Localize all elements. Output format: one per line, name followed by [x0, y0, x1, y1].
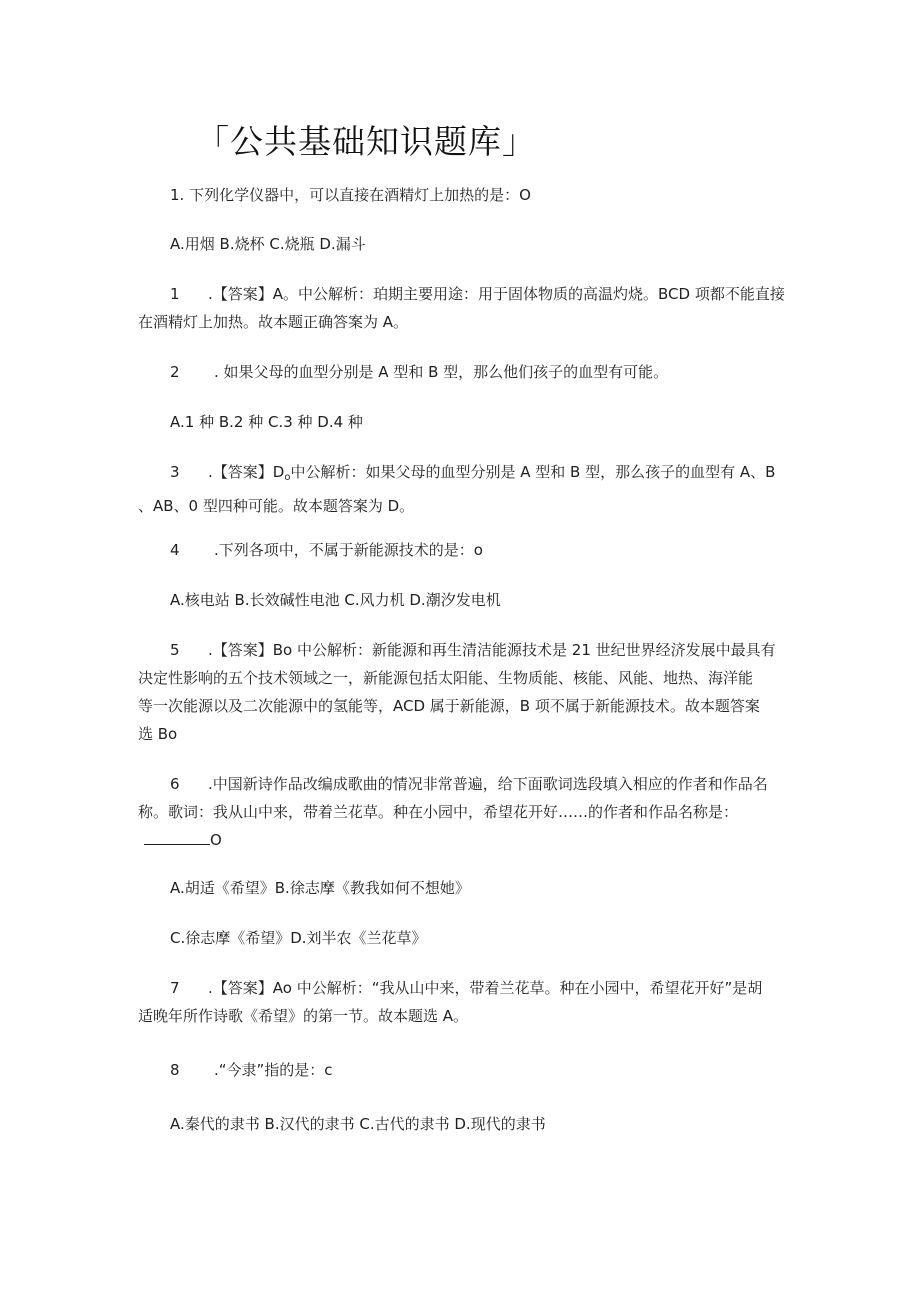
- answer-text: .【答案】Bo 中公解析：新能源和再生清洁能源技术是 21 世纪世界经济发展中最具有: [208, 641, 776, 659]
- answer-text: .【答案】Ao 中公解析：“我从山中来，带着兰花草。种在小园中，希望花开好”是胡: [208, 979, 763, 997]
- item-number: 8: [170, 1061, 180, 1079]
- question-text: 称。歌词：我从山中来，带着兰花草。种在小园中，希望花开好……的作者和作品名称是：: [138, 803, 739, 821]
- options-1: [138, 230, 788, 258]
- answer-text: 在酒精灯上加热。故本题正确答案为 A。: [138, 313, 409, 331]
- answer-3: [138, 458, 788, 520]
- question-text: .下列各项中，不属于新能源技术的是：o: [214, 541, 483, 559]
- item-number: 7: [170, 979, 180, 997]
- answer-text: .【答案】A。中公解析：珀期主要用途：用于固体物质的高温灼烧。BCD 项都不能直接: [208, 285, 785, 303]
- question-4: [138, 536, 788, 564]
- options-text: A.1 种 B.2 种 C.3 种 D.4 种: [170, 413, 363, 431]
- answer-text: .【答案】D: [208, 463, 285, 481]
- answer-text: 等一次能源以及二次能源中的氢能等，ACD 属于新能源，B 项不属于新能源技术。故本题答案: [138, 697, 760, 715]
- options-4: [138, 586, 788, 614]
- item-number: 6: [170, 775, 180, 793]
- question-8: [138, 1056, 788, 1084]
- item-number: 2: [170, 363, 180, 381]
- item-number: 1: [170, 285, 180, 303]
- item-number: 5: [170, 641, 180, 659]
- answer-5: [138, 636, 788, 748]
- options-text: A.秦代的隶书 B.汉代的隶书 C.古代的隶书 D.现代的隶书: [170, 1115, 546, 1133]
- page-title: 「公共基础知识题库」: [196, 122, 536, 161]
- options-text: C.徐志摩《希望》D.刘半农《兰花草》: [170, 929, 427, 947]
- options-6b: [138, 924, 788, 952]
- options-6a: [138, 874, 788, 902]
- answer-text: 适晚年所作诗歌《希望》的第一节。故本题选 A。: [138, 1007, 469, 1025]
- options-text: A.核电站 B.长效碱性电池 C.风力机 D.潮汐发电机: [170, 591, 501, 609]
- answer-7: [138, 974, 788, 1030]
- question-2: [138, 358, 788, 386]
- question-text: .“今隶”指的是：c: [214, 1061, 333, 1079]
- subscript: o: [284, 472, 291, 483]
- answer-text: 、AB、0 型四种可能。故本题答案为 D。: [138, 497, 415, 515]
- question-text: . 如果父母的血型分别是 A 型和 B 型，那么他们孩子的血型有可能。: [214, 363, 669, 381]
- options-2: [138, 408, 788, 436]
- question-text: O: [210, 831, 222, 849]
- question-text: 1. 下列化学仪器中，可以直接在酒精灯上加热的是：O: [170, 186, 531, 204]
- answer-text: 中公解析：如果父母的血型分别是 A 型和 B 型，那么孩子的血型有 A、B: [290, 463, 776, 481]
- options-8: [138, 1110, 788, 1138]
- question-1: [138, 181, 788, 209]
- question-6: [138, 770, 788, 854]
- question-text: .中国新诗作品改编成歌曲的情况非常普遍，给下面歌词选段填入相应的作者和作品名: [208, 775, 768, 793]
- item-number: 4: [170, 541, 180, 559]
- answer-text: 决定性影响的五个技术领域之一，新能源包括太阳能、生物质能、核能、风能、地热、海洋能: [138, 669, 754, 687]
- options-text: A.胡适《希望》B.徐志摩《教我如何不想她》: [170, 879, 470, 897]
- answer-blank: [144, 830, 210, 845]
- options-text: A.用烟 B.烧杯 C.烧瓶 D.漏斗: [170, 235, 366, 253]
- item-number: 3: [170, 463, 180, 481]
- answer-text: 选 Bo: [138, 725, 178, 743]
- answer-1: [138, 280, 788, 336]
